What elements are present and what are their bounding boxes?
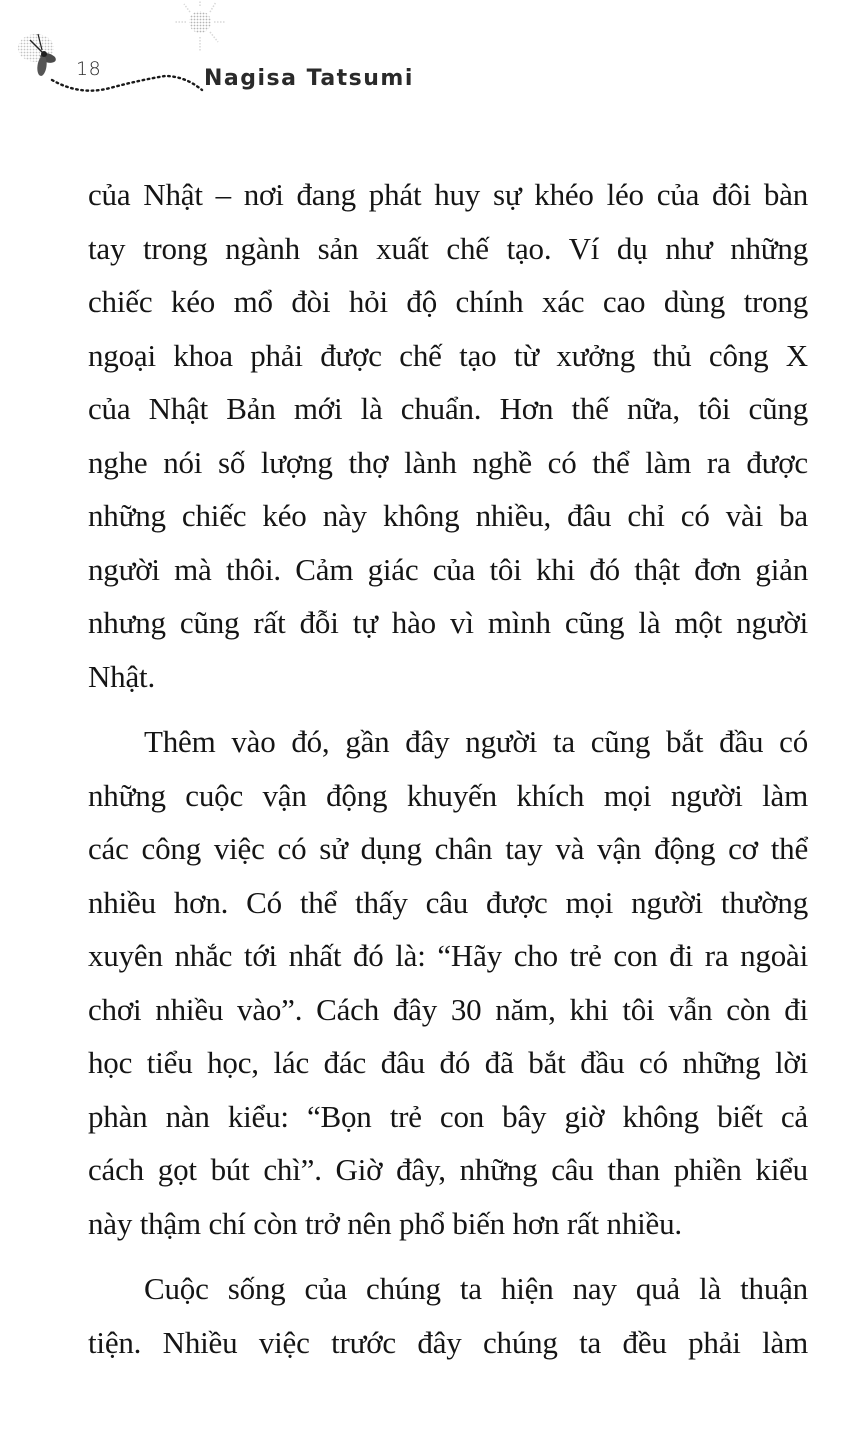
text-line: Cuộc sống của chúng ta hiện nay quả là thuận — [144, 1271, 808, 1306]
text-line: cách gọt bút chì”. Giờ đây, những câu than phiền kiểu — [88, 1152, 808, 1187]
text-line: những cuộc vận động khuyến khích mọi người làm — [88, 777, 808, 813]
text-line: của Nhật Bản mới là chuẩn. Hơn thế nữa, tôi cũng — [88, 391, 808, 426]
paragraph-gap — [88, 1250, 808, 1262]
text-line: này thậm chí còn trở nên phổ biến hơn rất nhiều. — [88, 1205, 682, 1241]
text-line: các công việc có sử dụng chân tay và vận động cơ thể — [88, 831, 808, 866]
text-line: tay trong ngành sản xuất chế tạo. Ví dụ như những — [88, 230, 808, 266]
sun-icon — [160, 0, 240, 60]
text-line: Nhật. — [88, 658, 156, 694]
text-line: phàn nàn kiểu: “Bọn trẻ con bây giờ không biết cả — [88, 1098, 808, 1134]
text-line: chơi nhiều vào”. Cách đây 30 năm, khi tôi vẫn còn đi — [88, 991, 808, 1027]
text-line: của Nhật – nơi đang phát huy sự khéo léo của đôi bàn — [88, 177, 808, 212]
paragraph — [88, 1262, 808, 1369]
text-line: ngoại khoa phải được chế tạo từ xưởng thủ công X — [88, 337, 808, 373]
paragraph-gap — [88, 703, 808, 715]
paragraph — [88, 715, 808, 1250]
paragraph — [88, 168, 808, 703]
text-line: tiện. Nhiều việc trước đây chúng ta đều phải làm — [88, 1324, 808, 1360]
text-line: những chiếc kéo này không nhiều, đâu chỉ có vài ba — [88, 498, 808, 533]
text-line: người mà thôi. Cảm giác của tôi khi đó thật đơn giản — [88, 551, 808, 587]
running-title: Nagisa Tatsumi — [204, 66, 414, 91]
text-line: Thêm vào đó, gần đây người ta cũng bắt đầu có — [144, 724, 808, 759]
page-number: 18 — [76, 58, 102, 80]
text-line: nghe nói số lượng thợ lành nghề có thể làm ra được — [88, 444, 808, 480]
text-line: học tiểu học, lác đác đâu đó đã bắt đầu có những lời — [88, 1045, 808, 1080]
text-line: nhưng cũng rất đỗi tự hào vì mình cũng là một người — [88, 605, 808, 640]
text-line: nhiều hơn. Có thể thấy câu được mọi người thường — [88, 884, 808, 920]
dotted-path-decoration — [40, 58, 210, 98]
body-text — [88, 168, 808, 1369]
text-line: chiếc kéo mổ đòi hỏi độ chính xác cao dùng trong — [88, 284, 808, 319]
page-header — [0, 0, 846, 110]
text-line: xuyên nhắc tới nhất đó là: “Hãy cho trẻ con đi ra ngoài — [88, 938, 808, 973]
